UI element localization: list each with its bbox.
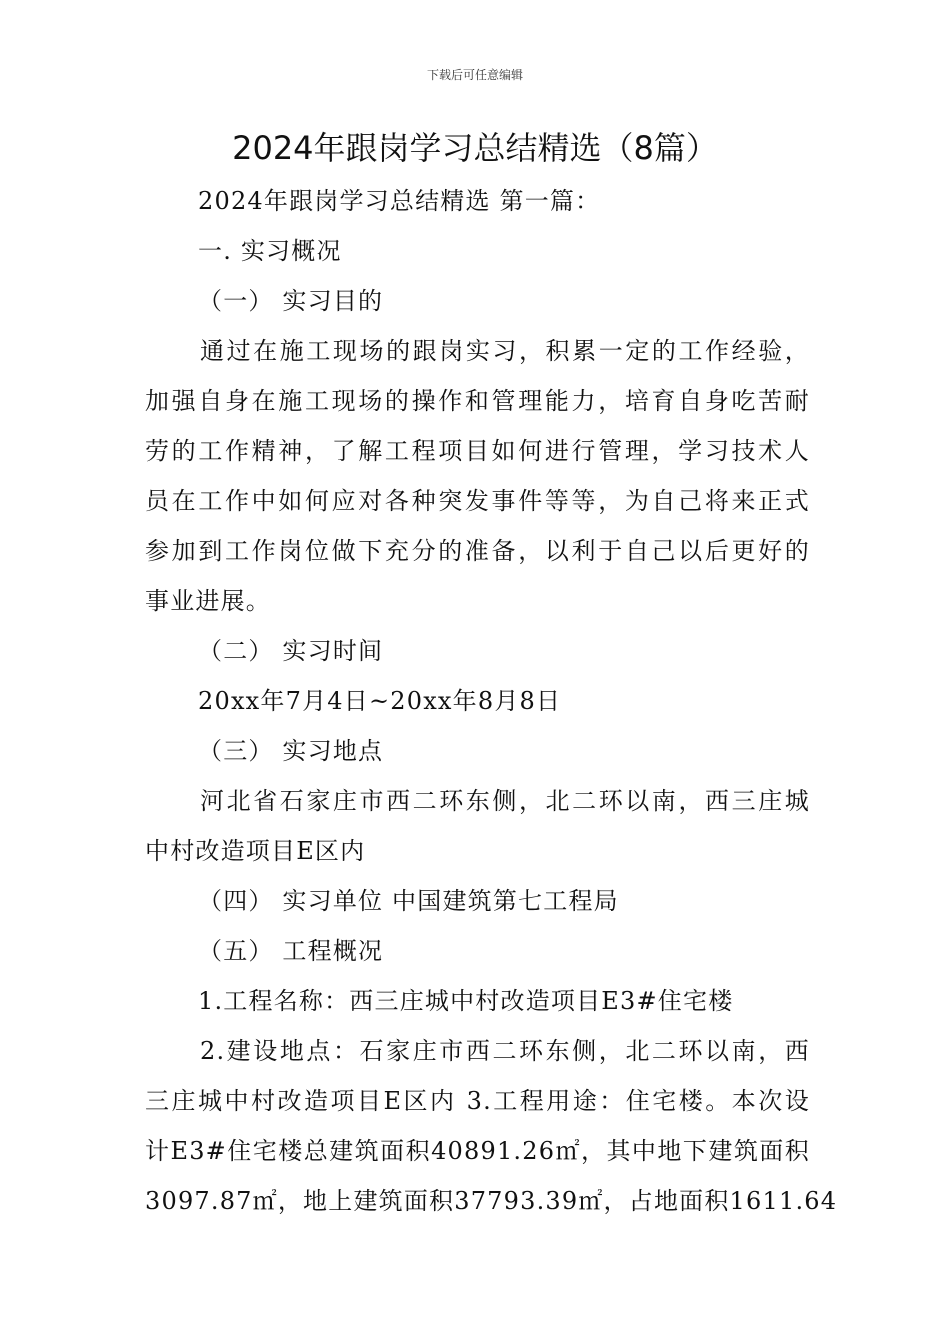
paragraph-line: 河北省石家庄市西二环东侧，北二环以南，西三庄城 [200, 787, 810, 815]
paragraph-line: 劳的工作精神，了解工程项目如何进行管理，学习技术人 [145, 437, 810, 465]
paragraph-line: 加强自身在施工现场的操作和管理能力，培育自身吃苦耐 [145, 387, 810, 415]
subsection-heading: （二） 实习时间 [198, 637, 384, 665]
subsection-heading: （一） 实习目的 [198, 287, 384, 315]
page-header: 下载后可任意编辑 [426, 68, 523, 82]
subsection-heading: （四） 实习单位 中国建筑第七工程局 [198, 887, 619, 915]
document-title: 2024年跟岗学习总结精选（8篇） [232, 129, 718, 167]
date-range: 20xx年7月4日~20xx年8月8日 [198, 687, 562, 715]
paragraph-line: 参加到工作岗位做下充分的准备，以利于自己以后更好的 [145, 537, 810, 565]
paragraph-line: 3097.87㎡，地上建筑面积37793.39㎡，占地面积1611.64 [145, 1187, 838, 1215]
subsection-heading: （五） 工程概况 [198, 937, 384, 965]
chapter-heading: 一. 实习概况 [198, 237, 342, 265]
paragraph-line: 三庄城中村改造项目E区内 3.工程用途：住宅楼。本次设 [145, 1087, 810, 1115]
paragraph-line: 中村改造项目E区内 [145, 837, 366, 865]
paragraph-line: 员在工作中如何应对各种突发事件等等，为自己将来正式 [145, 487, 810, 515]
paragraph-line: 通过在施工现场的跟岗实习，积累一定的工作经验， [200, 337, 810, 365]
subsection-heading: （三） 实习地点 [198, 737, 384, 765]
list-item: 1.工程名称：西三庄城中村改造项目E3#住宅楼 [198, 987, 734, 1015]
paragraph-line: 事业进展。 [145, 587, 271, 615]
paragraph-line: 计E3#住宅楼总建筑面积40891.26㎡，其中地下建筑面积 [145, 1137, 810, 1165]
list-item: 2.建设地点：石家庄市西二环东侧，北二环以南，西 [200, 1037, 810, 1065]
section-heading: 2024年跟岗学习总结精选 第一篇： [198, 187, 601, 215]
